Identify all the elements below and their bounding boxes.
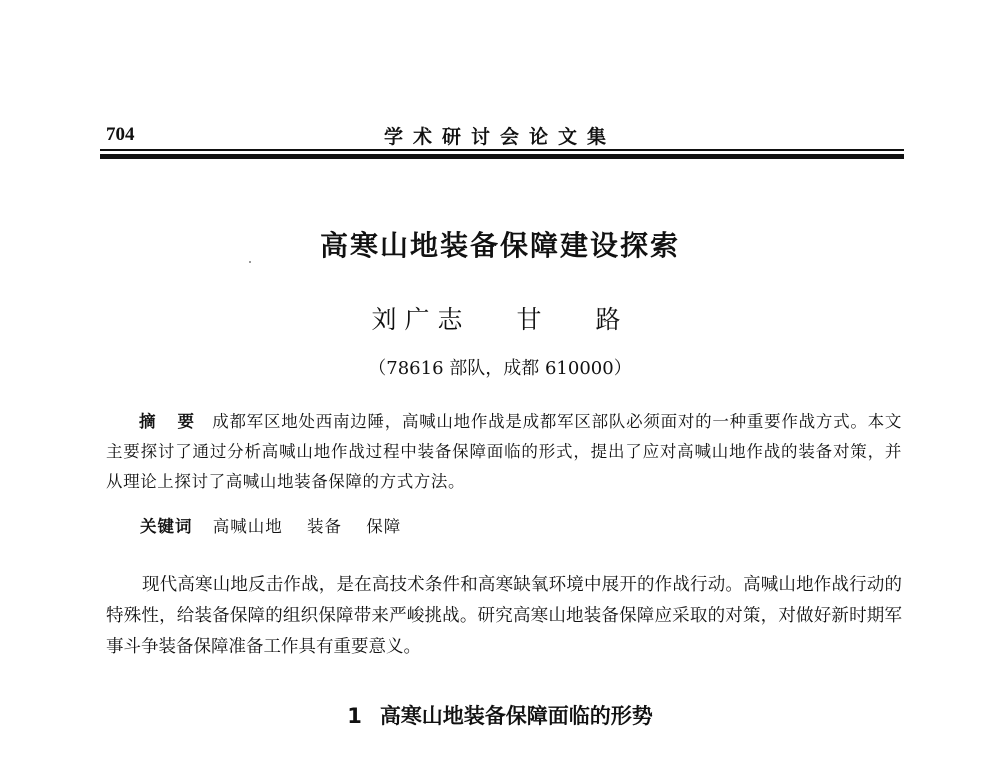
page-number: 704 xyxy=(106,124,135,145)
abstract xyxy=(106,407,902,497)
section-heading xyxy=(0,700,1000,730)
abstract-text: 成都军区地处西南边陲，高喊山地作战是成都军区部队必须面对的一种重要作战方式。本文主要探讨了通过分析高喊山地作战过程中装备保障面临的形式，提出了应对高喊山地作战的装备对策，并从理论上探讨了高喊山地装备保障的方式方法。 xyxy=(106,412,903,491)
article-title: 高寒山地装备保障建设探索 xyxy=(319,229,680,262)
keywords-label: 关键词 xyxy=(140,517,193,536)
article-authors: 刘广志 甘 路 xyxy=(371,305,629,334)
section-number: 1 xyxy=(347,704,362,728)
intro-paragraph: 现代高寒山地反击作战，是在高技术条件和高寒缺氧环境中展开的作战行动。高喊山地作战行动的特殊性，给装备保障的组织保障带来严峻挑战。研究高寒山地装备保障应采取的对策，对做好新时期军事斗争装备保障准备工作具有重要意义。 xyxy=(106,575,902,657)
article-affiliation: （78616 部队，成都 610000） xyxy=(368,358,632,379)
keyword-item: 保障 xyxy=(366,517,402,536)
header-rule-thick xyxy=(100,154,904,159)
keywords xyxy=(140,513,419,537)
keyword-item: 装备 xyxy=(307,517,342,536)
keyword-item: 高喊山地 xyxy=(212,517,283,536)
header-rule-thin xyxy=(100,149,904,151)
journal-title: 学术研讨会论文集 xyxy=(383,126,616,148)
scan-speck xyxy=(249,261,251,263)
section-title: 高寒山地装备保障面临的形势 xyxy=(379,704,653,728)
abstract-label: 摘 要 xyxy=(139,412,203,431)
